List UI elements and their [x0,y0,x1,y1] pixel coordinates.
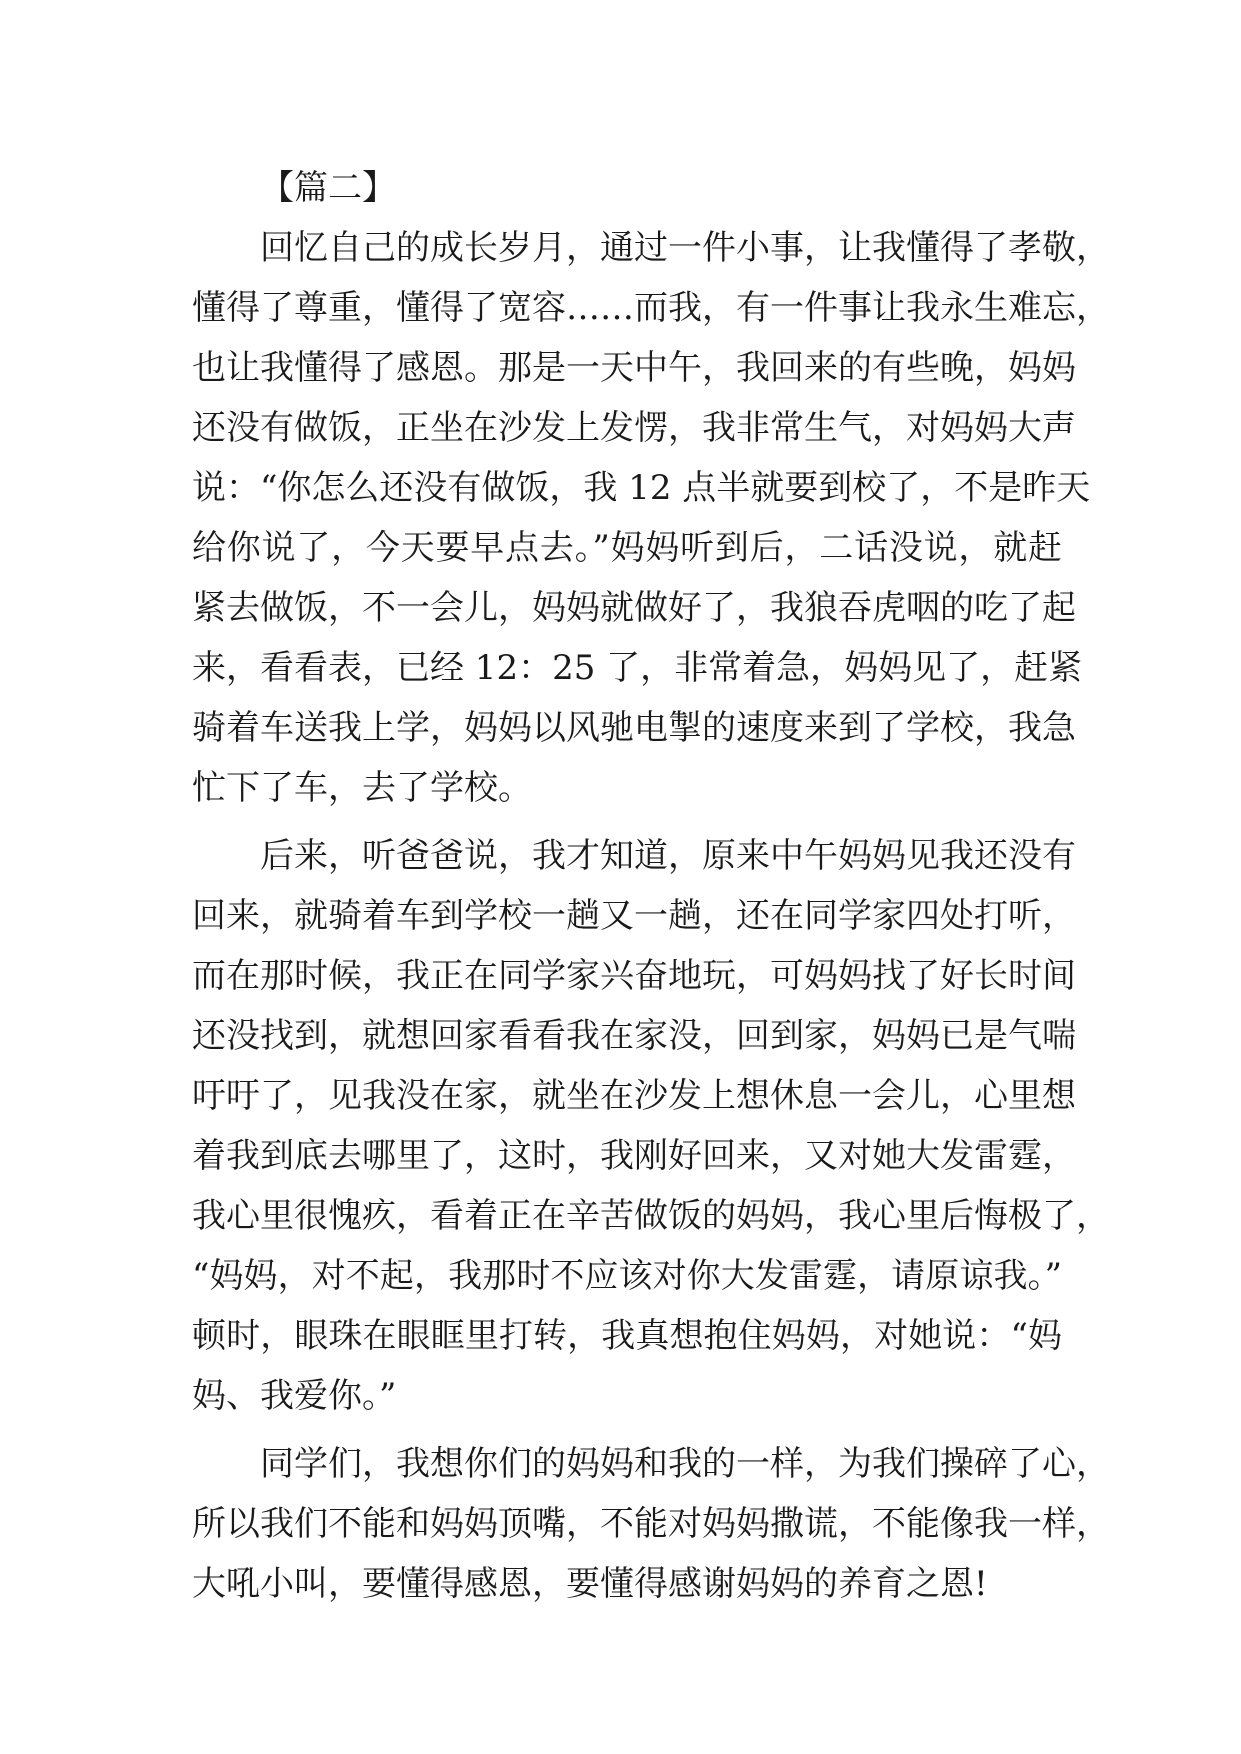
text-line: 还没找到，就想回家看看我在家没，回到家，妈妈已是气喘 [192,1016,1076,1056]
text-line: 懂得了尊重，懂得了宽容……而我，有一件事让我永生难忘， [192,288,1110,328]
text-line: 着我到底去哪里了，这时，我刚好回来，又对她大发雷霆， [192,1136,1076,1176]
text-line: 吁吁了，见我没在家，就坐在沙发上想休息一会儿，心里想 [192,1076,1076,1116]
text-line: 而在那时候，我正在同学家兴奋地玩，可妈妈找了好长时间 [192,956,1076,996]
text-line: 回来，就骑着车到学校一趟又一趟，还在同学家四处打听， [192,896,1076,936]
text-line: “妈妈，对不起，我那时不应该对你大发雷霆，请原谅我。” [192,1256,1062,1296]
paragraph-2 [192,826,1110,1426]
text-line: 同学们，我想你们的妈妈和我的一样，为我们操碎了心， [260,1444,1110,1484]
text-line: 所以我们不能和妈妈顶嘴，不能对妈妈撒谎，不能像我一样， [192,1504,1110,1544]
section-heading: 【篇二】 [260,168,396,208]
paragraph-3 [192,1434,1110,1614]
text-line: 骑着车送我上学，妈妈以风驰电掣的速度来到了学校，我急 [192,708,1076,748]
document-body [192,158,1110,1614]
text-line: 也让我懂得了感恩。那是一天中午，我回来的有些晚，妈妈 [192,348,1076,388]
text-line: 说：“你怎么还没有做饭，我 12 点半就要到校了，不是昨天 [192,468,1091,508]
text-line: 忙下了车，去了学校。 [192,768,532,808]
text-line: 给你说了，今天要早点去。”妈妈听到后，二话没说，就赶 [192,528,1062,568]
text-line: 还没有做饭，正坐在沙发上发愣，我非常生气，对妈妈大声 [192,408,1076,448]
text-line: 大吼小叫，要懂得感恩，要懂得感谢妈妈的养育之恩! [192,1564,988,1604]
text-line: 回忆自己的成长岁月，通过一件小事，让我懂得了孝敬， [260,228,1110,268]
text-line: 后来，听爸爸说，我才知道，原来中午妈妈见我还没有 [260,836,1076,876]
text-line: 我心里很愧疚，看着正在辛苦做饭的妈妈，我心里后悔极了， [192,1196,1110,1236]
text-line: 妈、我爱你。” [192,1376,397,1416]
text-line: 紧去做饭，不一会儿，妈妈就做好了，我狼吞虎咽的吃了起 [192,588,1076,628]
paragraph-1 [192,218,1110,818]
text-line: 来，看看表，已经 12：25 了，非常着急，妈妈见了，赶紧 [192,648,1083,688]
text-line: 顿时，眼珠在眼眶里打转，我真想抱住妈妈，对她说：“妈 [192,1316,1062,1356]
